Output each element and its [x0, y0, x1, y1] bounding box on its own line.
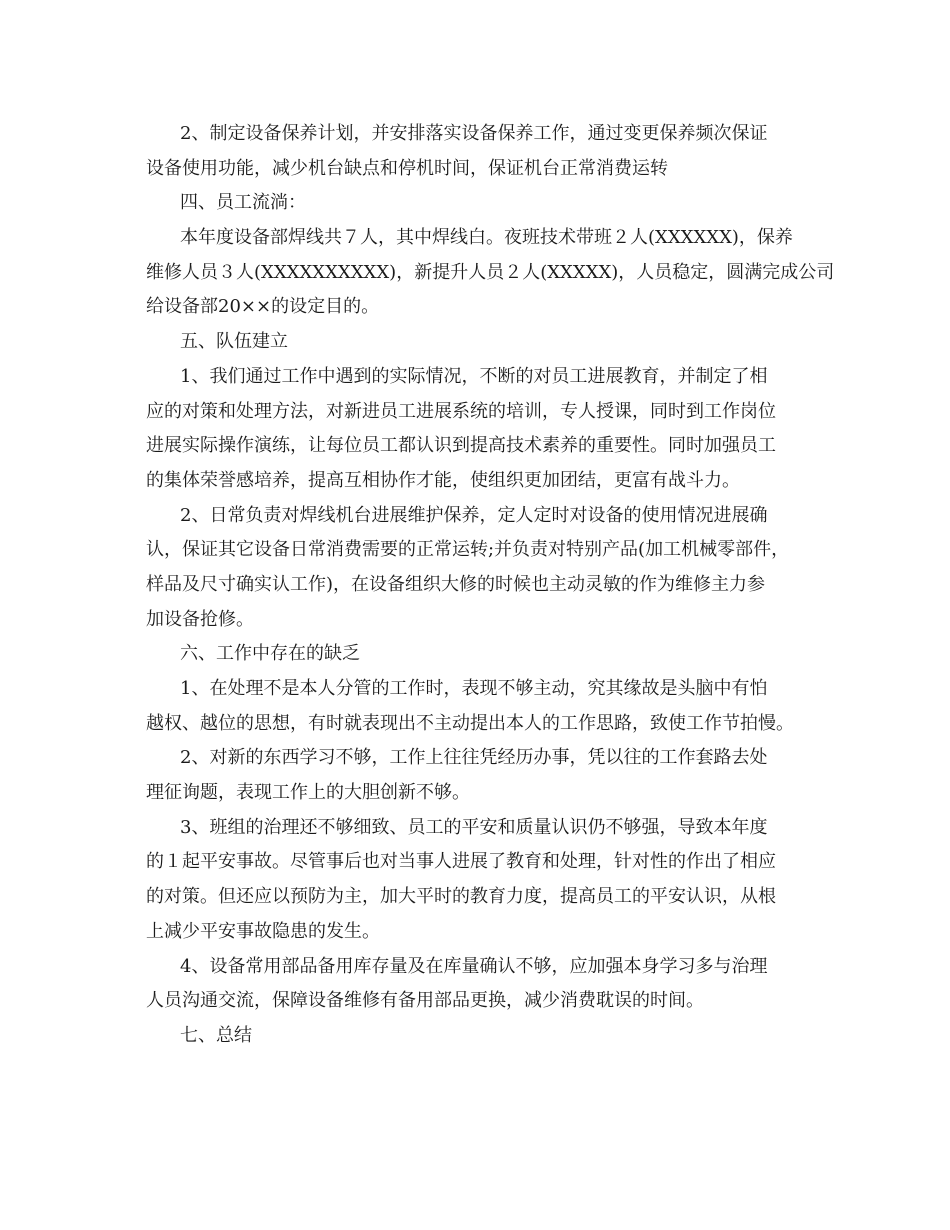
- text-line: 1、在处理不是本人分管的工作时，表现不够主动，究其缘故是头脑中有怕: [180, 678, 768, 699]
- text-line: 本年度设备部焊线共７人，其中焊线白。夜班技术带班２人(XXXXXX)，保养: [180, 227, 793, 249]
- text-line: 的１起平安事故。尽管事后也对当事人进展了教育和处理，针对性的作出了相应: [146, 851, 776, 873]
- text-line: 五、队伍建立: [180, 331, 288, 353]
- text-line: 理征询题，表现工作上的大胆创新不够。: [146, 782, 470, 804]
- text-line: 加设备抢修。: [146, 608, 254, 630]
- text-line: 认，保证其它设备日常消费需要的正常运转;并负责对特别产品(加工机械零部件，: [146, 539, 790, 561]
- text-line: 2、对新的东西学习不够，工作上往往凭经历办事，凭以往的工作套路去处: [180, 747, 768, 769]
- text-line: 3、班组的治理还不够细致、员工的平安和质量认识仍不够强，导致本年度: [180, 816, 768, 838]
- text-line: 样品及尺寸确实认工作)，在设备组织大修的时候也主动灵敏的作为维修主力参: [146, 573, 766, 595]
- text-line: 七、总结: [180, 1024, 252, 1046]
- text-line: 2、日常负责对焊线机台进展维护保养，定人定时对设备的使用情况进展确: [180, 504, 768, 526]
- text-line: 应的对策和处理方法，对新进员工进展系统的培训，专人授课，同时到工作岗位: [146, 400, 776, 422]
- text-line: 1、我们通过工作中遇到的实际情况，不断的对员工进展教育，并制定了相: [180, 365, 768, 387]
- text-line: 设备使用功能，减少机台缺点和停机时间，保证机台正常消费运转: [146, 157, 668, 179]
- text-line: 人员沟通交流，保障设备维修有备用部品更换，减少消费耽误的时间。: [146, 990, 704, 1012]
- text-line: 四、员工流淌：: [180, 192, 306, 214]
- text-line: 维修人员３人(XXXXXXXXXX)，新提升人员２人(XXXXX)，人员稳定，圆满完成公司: [146, 261, 835, 283]
- text-line: 越权、越位的思想，有时就表现出不主动提出本人的工作思路，致使工作节拍慢。: [146, 712, 794, 734]
- text-line: 进展实际操作演练，让每位员工都认识到提高技术素养的重要性。同时加强员工: [146, 435, 776, 457]
- text-line: 给设备部20××的设定目的。: [146, 296, 380, 318]
- text-line: 的对策。但还应以预防为主，加大平时的教育力度，提高员工的平安认识，从根: [146, 886, 776, 908]
- text-line: 六、工作中存在的缺乏: [180, 643, 360, 665]
- text-line: 4、设备常用部品备用库存量及在库量确认不够，应加强本身学习多与治理: [180, 955, 768, 977]
- text-line: 上减少平安事故隐患的发生。: [146, 920, 380, 942]
- document-body: [146, 117, 835, 1054]
- text-line: 的集体荣誉感培养，提高互相协作才能，使组织更加团结，更富有战斗力。: [146, 469, 740, 491]
- text-line: 2、制定设备保养计划，并安排落实设备保养工作，通过变更保养频次保证: [180, 123, 768, 144]
